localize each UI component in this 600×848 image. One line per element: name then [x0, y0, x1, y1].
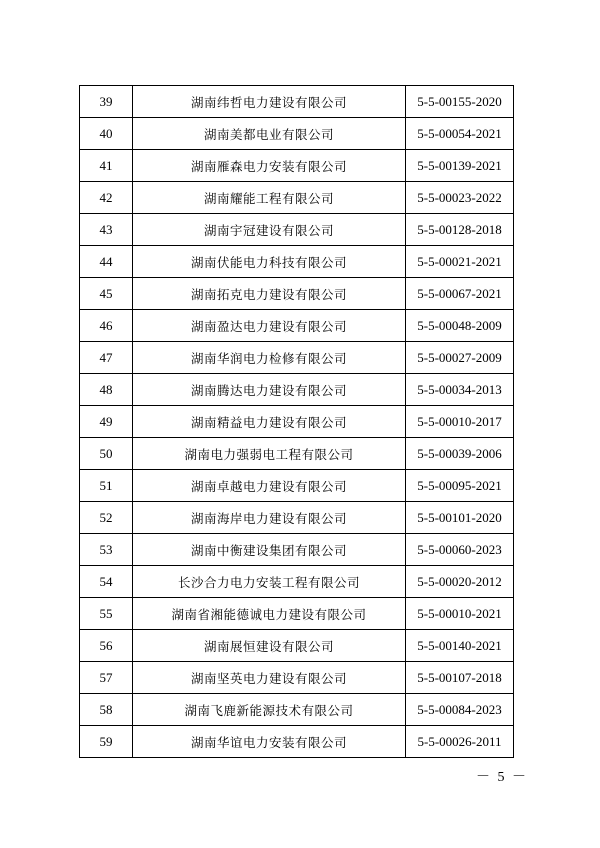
page-number: － 5 －	[476, 770, 528, 785]
certificate-code: 5-5-00060-2023	[406, 534, 514, 566]
row-number: 43	[80, 214, 133, 246]
company-table	[79, 85, 514, 758]
company-name: 湖南海岸电力建设有限公司	[133, 502, 406, 534]
table-row	[80, 598, 514, 630]
company-name: 湖南坚英电力建设有限公司	[133, 662, 406, 694]
company-name: 湖南美都电业有限公司	[133, 118, 406, 150]
row-number: 45	[80, 278, 133, 310]
company-name: 湖南纬哲电力建设有限公司	[133, 86, 406, 118]
certificate-code: 5-5-00101-2020	[406, 502, 514, 534]
certificate-code: 5-5-00155-2020	[406, 86, 514, 118]
table-row	[80, 566, 514, 598]
table-row	[80, 726, 514, 758]
certificate-code: 5-5-00039-2006	[406, 438, 514, 470]
company-name: 湖南伏能电力科技有限公司	[133, 246, 406, 278]
row-number: 58	[80, 694, 133, 726]
company-name: 湖南华谊电力安装有限公司	[133, 726, 406, 758]
company-name: 湖南展恒建设有限公司	[133, 630, 406, 662]
table-row	[80, 694, 514, 726]
certificate-code: 5-5-00027-2009	[406, 342, 514, 374]
row-number: 48	[80, 374, 133, 406]
certificate-code: 5-5-00067-2021	[406, 278, 514, 310]
certificate-code: 5-5-00084-2023	[406, 694, 514, 726]
company-name: 湖南拓克电力建设有限公司	[133, 278, 406, 310]
table-row	[80, 374, 514, 406]
table-row	[80, 502, 514, 534]
row-number: 52	[80, 502, 133, 534]
table-row	[80, 118, 514, 150]
row-number: 59	[80, 726, 133, 758]
company-name: 长沙合力电力安装工程有限公司	[133, 566, 406, 598]
certificate-code: 5-5-00107-2018	[406, 662, 514, 694]
company-name: 湖南华润电力检修有限公司	[133, 342, 406, 374]
certificate-code: 5-5-00054-2021	[406, 118, 514, 150]
certificate-code: 5-5-00034-2013	[406, 374, 514, 406]
certificate-code: 5-5-00048-2009	[406, 310, 514, 342]
row-number: 47	[80, 342, 133, 374]
table-row	[80, 630, 514, 662]
table-row	[80, 246, 514, 278]
company-name: 湖南盈达电力建设有限公司	[133, 310, 406, 342]
table-row	[80, 150, 514, 182]
certificate-code: 5-5-00140-2021	[406, 630, 514, 662]
row-number: 53	[80, 534, 133, 566]
row-number: 50	[80, 438, 133, 470]
row-number: 44	[80, 246, 133, 278]
table-row	[80, 310, 514, 342]
certificate-code: 5-5-00023-2022	[406, 182, 514, 214]
company-name: 湖南中衡建设集团有限公司	[133, 534, 406, 566]
company-name: 湖南腾达电力建设有限公司	[133, 374, 406, 406]
table-row	[80, 406, 514, 438]
row-number: 54	[80, 566, 133, 598]
certificate-code: 5-5-00128-2018	[406, 214, 514, 246]
certificate-code: 5-5-00010-2017	[406, 406, 514, 438]
company-name: 湖南电力强弱电工程有限公司	[133, 438, 406, 470]
certificate-code: 5-5-00095-2021	[406, 470, 514, 502]
row-number: 55	[80, 598, 133, 630]
company-name: 湖南宇冠建设有限公司	[133, 214, 406, 246]
row-number: 56	[80, 630, 133, 662]
certificate-code: 5-5-00026-2011	[406, 726, 514, 758]
certificate-code: 5-5-00020-2012	[406, 566, 514, 598]
certificate-code: 5-5-00139-2021	[406, 150, 514, 182]
company-name: 湖南精益电力建设有限公司	[133, 406, 406, 438]
company-name: 湖南雁森电力安装有限公司	[133, 150, 406, 182]
table-row	[80, 470, 514, 502]
table-row	[80, 86, 514, 118]
company-table-body	[80, 86, 514, 758]
row-number: 41	[80, 150, 133, 182]
table-row	[80, 278, 514, 310]
row-number: 42	[80, 182, 133, 214]
table-row	[80, 662, 514, 694]
certificate-code: 5-5-00021-2021	[406, 246, 514, 278]
company-name: 湖南耀能工程有限公司	[133, 182, 406, 214]
row-number: 57	[80, 662, 133, 694]
table-row	[80, 534, 514, 566]
company-name: 湖南省湘能德诚电力建设有限公司	[133, 598, 406, 630]
table-row	[80, 342, 514, 374]
row-number: 51	[80, 470, 133, 502]
table-row	[80, 438, 514, 470]
certificate-code: 5-5-00010-2021	[406, 598, 514, 630]
table-row	[80, 182, 514, 214]
row-number: 39	[80, 86, 133, 118]
row-number: 40	[80, 118, 133, 150]
row-number: 46	[80, 310, 133, 342]
company-name: 湖南飞鹿新能源技术有限公司	[133, 694, 406, 726]
row-number: 49	[80, 406, 133, 438]
table-row	[80, 214, 514, 246]
company-name: 湖南卓越电力建设有限公司	[133, 470, 406, 502]
